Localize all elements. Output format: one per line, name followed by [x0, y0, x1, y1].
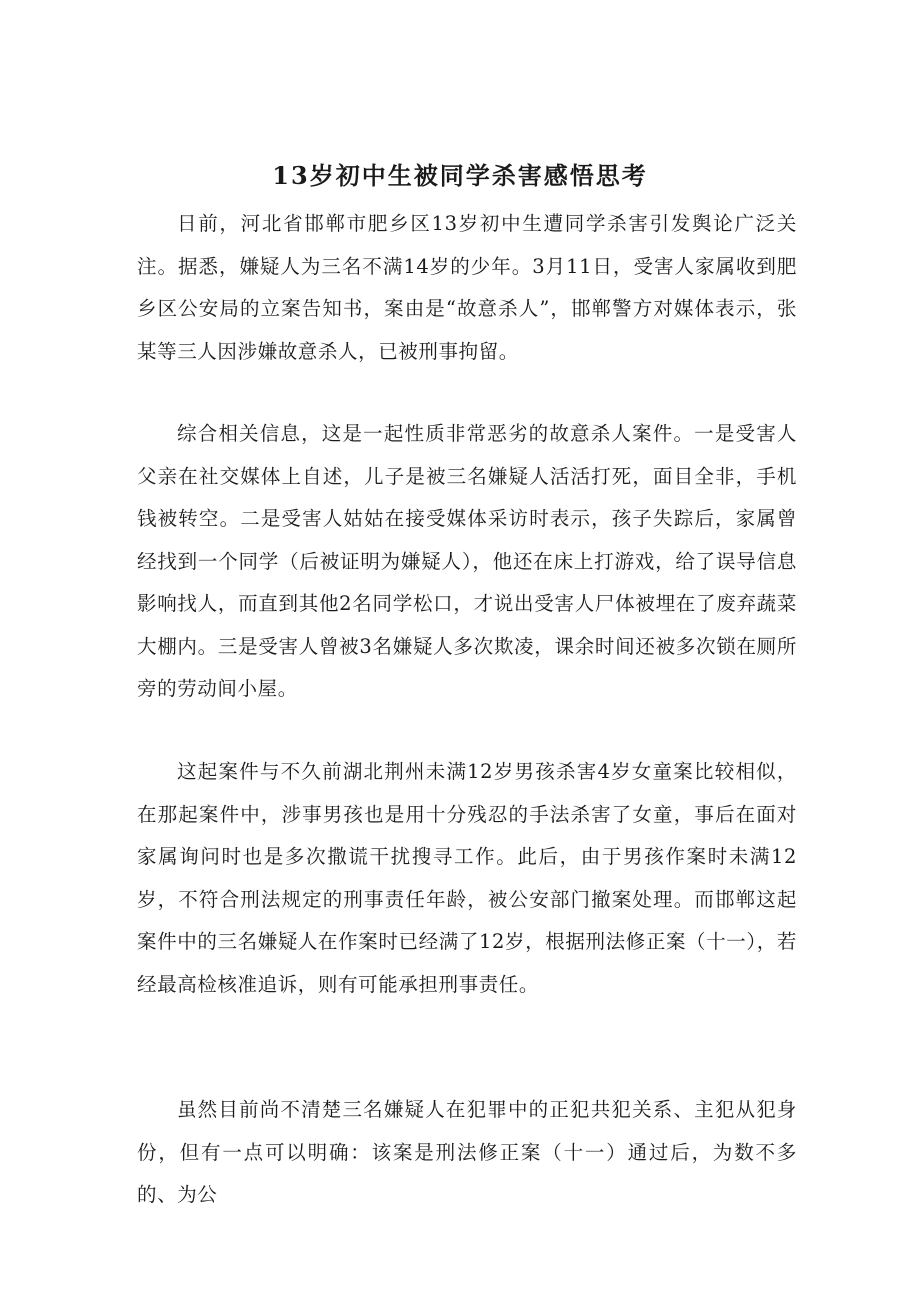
paragraph-3: 这起案件与不久前湖北荆州未满12岁男孩杀害4岁女童案比较相似，在那起案件中，涉事男孩也是用十分残忍的手法杀害了女童，事后在面对家属询问时也是多次撒谎干扰搜寻工作。此后，由于男孩作案时未满12岁，不符合刑法规定的刑事责任年龄，被公安部门撤案处理。而邯郸这起案件中的三名嫌疑人在作案时已经满了12岁，根据刑法修正案（十一），若经最高检核准追诉，则有可能承担刑事责任。: [137, 760, 797, 996]
paragraph-1: 日前，河北省邯郸市肥乡区13岁初中生遭同学杀害引发舆论广泛关注。据悉，嫌疑人为三名不满14岁的少年。3月11日，受害人家属收到肥乡区公安局的立案告知书，案由是“故意杀人”，邯郸警方对媒体表示，张某等三人因涉嫌故意杀人，已被刑事拘留。: [137, 212, 797, 363]
paragraph-4: 虽然目前尚不清楚三名嫌疑人在犯罪中的正犯共犯关系、主犯从犯身份，但有一点可以明确：该案是刑法修正案（十一）通过后，为数不多的、为公: [137, 1098, 797, 1206]
paragraph-2: 综合相关信息，这是一起性质非常恶劣的故意杀人案件。一是受害人父亲在社交媒体上自述，儿子是被三名嫌疑人活活打死，面目全非，手机钱被转空。二是受害人姑姑在接受媒体采访时表示，孩子失踪后，家属曾经找到一个同学（后被证明为嫌疑人），他还在床上打游戏，给了误导信息影响找人，而直到其他2名同学松口，才说出受害人尸体被埋在了废弃蔬菜大棚内。三是受害人曾被3名嫌疑人多次欺凌，课余时间还被多次锁在厕所旁的劳动间小屋。: [137, 422, 797, 700]
document-title: 13岁初中生被同学杀害感悟思考: [272, 161, 648, 191]
